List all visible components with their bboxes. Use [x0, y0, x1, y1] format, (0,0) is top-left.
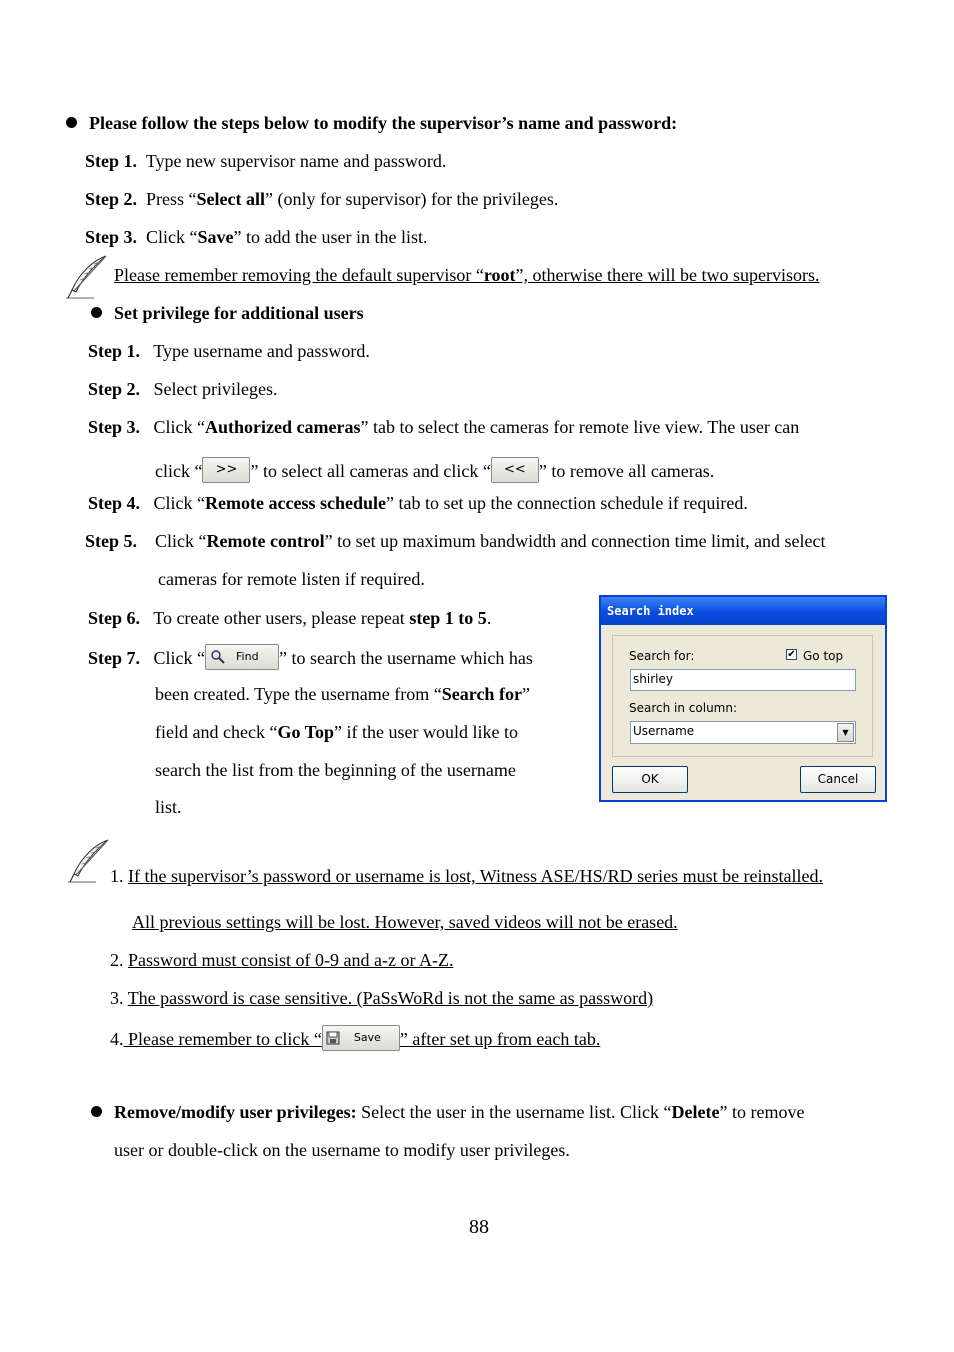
chevron-down-icon[interactable]: ▼	[837, 723, 854, 742]
s2-step7-line2: been created. Type the username from “Search for”	[155, 684, 530, 704]
s2-step7: Step 7. Click “ Find ” to search the username which has	[88, 647, 533, 673]
save-button[interactable]: Save	[322, 1025, 400, 1051]
s2-step7-line5: list.	[155, 797, 182, 817]
note-4: 4. Please remember to click “ Save ” after set up from each tab.	[110, 1028, 600, 1054]
feather-pen-icon	[64, 254, 110, 300]
magnifier-icon	[210, 649, 226, 665]
ok-button[interactable]: OK	[612, 766, 688, 793]
search-in-column-label: Search in column:	[629, 701, 738, 715]
column-select[interactable]	[630, 721, 856, 744]
supervisor-note: Please remember removing the default supervisor “root”, otherwise there will be two supervisors.	[114, 265, 820, 285]
checkmark-icon: ✔	[787, 649, 796, 660]
cancel-button[interactable]: Cancel	[800, 766, 876, 793]
column-select-value: Username	[633, 724, 695, 738]
bullet-icon	[91, 1106, 102, 1117]
section1-heading: Please follow the steps below to modify the supervisor’s name and password:	[66, 112, 677, 134]
section2-heading: Set privilege for additional users	[91, 302, 364, 324]
note-1: 1. If the supervisor’s password or username is lost, Witness ASE/HS/RD series must be reinstalled.	[110, 866, 824, 886]
find-button[interactable]: Find	[205, 644, 279, 670]
s1-step3: Step 3. Click “Save” to add the user in the list.	[85, 227, 428, 247]
s2-step4: Step 4. Click “Remote access schedule” tab to set up the connection schedule if required.	[88, 493, 748, 513]
dialog-title: Search index	[601, 597, 885, 625]
go-top-label: Go top	[803, 649, 844, 663]
s1-step1: Step 1. Type new supervisor name and password.	[85, 151, 447, 171]
remove-all-button[interactable]: <<	[491, 457, 539, 483]
floppy-disk-icon	[326, 1031, 340, 1045]
bullet-icon	[91, 307, 102, 318]
s2-step7-line4: search the list from the beginning of the username	[155, 760, 516, 780]
s2-step1: Step 1. Type username and password.	[88, 341, 370, 361]
note-3: 3. The password is case sensitive. (PaSsWoRd is not the same as password)	[110, 988, 654, 1008]
page-number: 88	[469, 1216, 489, 1238]
s2-step3: Step 3. Click “Authorized cameras” tab to select the cameras for remote live view. The user can	[88, 417, 800, 437]
search-input[interactable]: shirley	[630, 669, 856, 691]
s2-step3-line2: click “ >> ” to select all cameras and click “ << ” to remove all cameras.	[155, 460, 714, 486]
note-1-line2: All previous settings will be lost. However, saved videos will not be erased.	[132, 912, 678, 932]
select-all-button[interactable]: >>	[202, 457, 250, 483]
feather-pen-icon	[66, 838, 112, 884]
s2-step5-line2: cameras for remote listen if required.	[158, 569, 425, 589]
s2-step7-line3: field and check “Go Top” if the user would like to	[155, 722, 518, 742]
go-top-checkbox[interactable]	[786, 649, 797, 660]
search-index-dialog	[599, 595, 887, 802]
search-for-label: Search for:	[629, 649, 695, 663]
bullet-icon	[66, 117, 77, 128]
s2-step2: Step 2. Select privileges.	[88, 379, 278, 399]
s2-step5: Step 5. Click “Remote control” to set up maximum bandwidth and connection time limit, and select	[85, 531, 826, 551]
section3-line1: Remove/modify user privileges: Select the user in the username list. Click “Delete” to remove	[91, 1101, 804, 1123]
s2-step6: Step 6. To create other users, please repeat step 1 to 5.	[88, 608, 492, 628]
note-2: 2. Password must consist of 0-9 and a-z or A-Z.	[110, 950, 454, 970]
section3-line2: user or double-click on the username to modify user privileges.	[114, 1140, 570, 1160]
s1-step2: Step 2. Press “Select all” (only for supervisor) for the privileges.	[85, 189, 559, 209]
